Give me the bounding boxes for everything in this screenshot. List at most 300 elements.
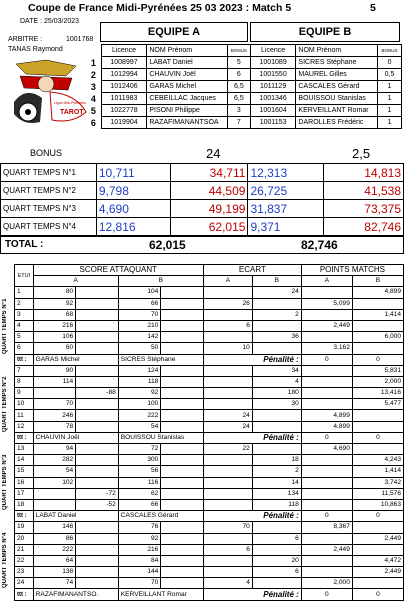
etui-number: 9 bbox=[15, 388, 34, 399]
points-a bbox=[301, 287, 352, 298]
points-a: 2,449 bbox=[301, 544, 352, 555]
etui-number: 23 bbox=[15, 567, 34, 578]
team-a-header: EQUIPE A bbox=[100, 22, 248, 42]
penalty-label: Pénalité : bbox=[203, 589, 301, 600]
etui-header: ETUI bbox=[15, 265, 34, 287]
match-body bbox=[15, 287, 404, 600]
points-b: 2,449 bbox=[352, 567, 403, 578]
total-a: 62,015 bbox=[149, 238, 186, 252]
penalty-a: 0 bbox=[301, 432, 352, 443]
match-row bbox=[15, 466, 404, 477]
score-b-pos: 210 bbox=[118, 320, 161, 331]
score-a-neg bbox=[76, 332, 119, 343]
points-b bbox=[352, 522, 403, 533]
points-b: 4,899 bbox=[352, 287, 403, 298]
ecart-a bbox=[203, 533, 252, 544]
etui-number: 20 bbox=[15, 533, 34, 544]
ecart-b: 6 bbox=[252, 567, 301, 578]
points-a-header: A bbox=[301, 276, 352, 287]
ecart-b bbox=[252, 298, 301, 309]
score-b-header: B bbox=[118, 276, 203, 287]
match-row bbox=[15, 455, 404, 466]
penalty-b: 0 bbox=[352, 511, 403, 522]
etui-number: 19 bbox=[15, 522, 34, 533]
etui-number: 3 bbox=[15, 309, 34, 320]
score-b-neg bbox=[161, 466, 204, 477]
score-b-neg bbox=[161, 499, 204, 510]
quart-temps-label: QUART TEMPS N°2 bbox=[1, 182, 97, 200]
ecart-a: 10 bbox=[203, 343, 252, 354]
footer-player-a: GARAS Michel bbox=[33, 354, 118, 365]
etui-number: 17 bbox=[15, 488, 34, 499]
etui-number: 18 bbox=[15, 499, 34, 510]
score-a-pos bbox=[33, 499, 76, 510]
bonus-a: 24 bbox=[206, 146, 221, 161]
nom-header-a: NOM Prénom bbox=[147, 45, 228, 57]
match-row bbox=[15, 522, 404, 533]
penalty-b: 0 bbox=[352, 432, 403, 443]
ecart-b bbox=[252, 343, 301, 354]
quart-b-score: 9,371 bbox=[248, 218, 324, 236]
score-a-pos: 78 bbox=[33, 421, 76, 432]
ecart-b: 2 bbox=[252, 466, 301, 477]
points-a bbox=[301, 488, 352, 499]
ecart-a: 6 bbox=[203, 320, 252, 331]
quart-temps-row bbox=[1, 164, 404, 182]
footer-lead: ttt : bbox=[15, 511, 34, 522]
roster-header-row bbox=[86, 45, 402, 57]
score-b-neg bbox=[161, 455, 204, 466]
score-a-neg bbox=[76, 567, 119, 578]
score-a-pos: 70 bbox=[33, 399, 76, 410]
points-a bbox=[301, 533, 352, 544]
roster-row bbox=[86, 105, 402, 117]
score-a-neg bbox=[76, 466, 119, 477]
quart-temps-side-label: QUART TEMPS N°4 bbox=[2, 532, 8, 588]
score-a-pos bbox=[33, 388, 76, 399]
match-row bbox=[15, 421, 404, 432]
quart-a-score: 12,816 bbox=[96, 218, 170, 236]
bonus-b: 2,5 bbox=[352, 146, 371, 161]
player-number: 4 bbox=[90, 93, 96, 104]
licence-a: 1022778 bbox=[101, 105, 147, 117]
quart-temps-label: QUART TEMPS N°3 bbox=[1, 200, 97, 218]
quart-temps-table bbox=[0, 163, 404, 236]
score-a-pos: 86 bbox=[33, 533, 76, 544]
quart-temps-body bbox=[1, 164, 404, 236]
score-b-pos: 72 bbox=[118, 444, 161, 455]
points-a bbox=[301, 388, 352, 399]
name-a: GARAS Michel bbox=[147, 81, 228, 93]
points-b: 4,472 bbox=[352, 555, 403, 566]
score-b-pos: 116 bbox=[118, 477, 161, 488]
score-b-pos: 54 bbox=[118, 421, 161, 432]
match-row bbox=[15, 388, 404, 399]
footer-lead: ttt : bbox=[15, 432, 34, 443]
match-row bbox=[15, 365, 404, 376]
score-b-neg bbox=[161, 343, 204, 354]
ecart-a: 24 bbox=[203, 410, 252, 421]
penalty-a: 0 bbox=[301, 511, 352, 522]
score-a-pos: 54 bbox=[33, 466, 76, 477]
bonus-a-value: 3 bbox=[227, 105, 250, 117]
score-b-pos: 104 bbox=[118, 287, 161, 298]
score-a-neg: -72 bbox=[76, 488, 119, 499]
total-label: TOTAL : bbox=[5, 239, 44, 250]
ecart-a: 4 bbox=[203, 578, 252, 589]
match-row bbox=[15, 410, 404, 421]
ecart-b bbox=[252, 410, 301, 421]
roster-row bbox=[86, 93, 402, 105]
match-row bbox=[15, 320, 404, 331]
match-row bbox=[15, 555, 404, 566]
quart-temps-row bbox=[1, 218, 404, 236]
score-a-pos: 68 bbox=[33, 309, 76, 320]
points-a bbox=[301, 309, 352, 320]
ecart-a bbox=[203, 309, 252, 320]
bonus-a-value: 5 bbox=[227, 57, 250, 69]
points-b: 13,416 bbox=[352, 388, 403, 399]
quart-a-cumul: 44,509 bbox=[170, 182, 248, 200]
ecart-a bbox=[203, 455, 252, 466]
player-number: 3 bbox=[90, 81, 96, 92]
quart-temps-row bbox=[1, 182, 404, 200]
match-row bbox=[15, 376, 404, 387]
points-b: 11,576 bbox=[352, 488, 403, 499]
roster-body bbox=[86, 57, 402, 129]
player-number: 1 bbox=[90, 57, 96, 68]
date-text: DATE : 25/03/2023 bbox=[20, 18, 80, 25]
match-row bbox=[15, 567, 404, 578]
ecart-a: 70 bbox=[203, 522, 252, 533]
match-number: 5 bbox=[370, 2, 376, 14]
score-a-pos: 94 bbox=[33, 444, 76, 455]
score-b-neg bbox=[161, 488, 204, 499]
roster-row bbox=[86, 117, 402, 129]
player-number: 5 bbox=[90, 105, 96, 116]
score-a-pos: 60 bbox=[33, 343, 76, 354]
footer-player-b: SICRES Stéphane bbox=[118, 354, 203, 365]
ecart-b bbox=[252, 421, 301, 432]
score-b-pos: 100 bbox=[118, 399, 161, 410]
ecart-a bbox=[203, 555, 252, 566]
licence-a: 1019904 bbox=[101, 117, 147, 129]
score-b-neg bbox=[161, 567, 204, 578]
points-b: 5,477 bbox=[352, 399, 403, 410]
quart-b-cumul: 82,746 bbox=[324, 218, 404, 236]
penalty-label: Pénalité : bbox=[203, 432, 301, 443]
footer-player-a: CHAUVIN Joël bbox=[33, 432, 118, 443]
etui-number: 4 bbox=[15, 320, 34, 331]
score-a-pos: 146 bbox=[33, 522, 76, 533]
footer-player-b: KERVEILLANT Romar bbox=[118, 589, 203, 600]
ecart-a: 6 bbox=[203, 544, 252, 555]
bonus-a-value: 7 bbox=[227, 117, 250, 129]
ecart-b: 180 bbox=[252, 388, 301, 399]
arbitre-label: ARBITRE : bbox=[8, 36, 43, 43]
match-row bbox=[15, 343, 404, 354]
ecart-b: 4 bbox=[252, 376, 301, 387]
points-b bbox=[352, 298, 403, 309]
ecart-a: 26 bbox=[203, 298, 252, 309]
score-b-pos: 216 bbox=[118, 544, 161, 555]
footer-lead: ttt : bbox=[15, 354, 34, 365]
roster-row bbox=[86, 81, 402, 93]
score-a-pos: 282 bbox=[33, 455, 76, 466]
score-a-pos: 114 bbox=[33, 376, 76, 387]
ecart-b bbox=[252, 444, 301, 455]
logo-subtext: Ligue Midi-Pyrénées bbox=[54, 101, 86, 105]
match-row bbox=[15, 477, 404, 488]
footer-player-a: LABAT Daniel bbox=[33, 511, 118, 522]
page-title bbox=[0, 0, 406, 16]
score-b-neg bbox=[161, 477, 204, 488]
ecart-a: 24 bbox=[203, 421, 252, 432]
match-footer-row bbox=[15, 354, 404, 365]
ecart-header: ECART bbox=[203, 265, 301, 276]
score-a-pos: 92 bbox=[33, 298, 76, 309]
points-b: 1,414 bbox=[352, 309, 403, 320]
match-footer-row bbox=[15, 432, 404, 443]
ecart-b: 118 bbox=[252, 499, 301, 510]
player-number: 2 bbox=[90, 69, 96, 80]
ecart-a bbox=[203, 477, 252, 488]
score-a-pos: 90 bbox=[33, 365, 76, 376]
penalty-label: Pénalité : bbox=[203, 354, 301, 365]
match-row bbox=[15, 332, 404, 343]
score-a-neg bbox=[76, 287, 119, 298]
ecart-b: 30 bbox=[252, 399, 301, 410]
score-b-pos: 144 bbox=[118, 567, 161, 578]
etui-number: 22 bbox=[15, 555, 34, 566]
quart-b-cumul: 41,538 bbox=[324, 182, 404, 200]
bonus-b-value: 1 bbox=[378, 81, 402, 93]
score-a-neg bbox=[76, 555, 119, 566]
score-b-neg bbox=[161, 544, 204, 555]
bonus-b-value: 0,5 bbox=[378, 69, 402, 81]
ecart-a bbox=[203, 365, 252, 376]
ecart-b: 6 bbox=[252, 533, 301, 544]
quart-temps-side-label: QUART TEMPS N°1 bbox=[2, 298, 8, 354]
match-row bbox=[15, 578, 404, 589]
score-a-neg bbox=[76, 298, 119, 309]
etui-number: 10 bbox=[15, 399, 34, 410]
score-b-pos: 76 bbox=[118, 522, 161, 533]
etui-number: 24 bbox=[15, 578, 34, 589]
ecart-b bbox=[252, 522, 301, 533]
quart-a-score: 4,690 bbox=[96, 200, 170, 218]
points-b: 5,831 bbox=[352, 365, 403, 376]
points-b: 6,000 bbox=[352, 332, 403, 343]
licence-a: 1012994 bbox=[101, 69, 147, 81]
etui-number: 11 bbox=[15, 410, 34, 421]
penalty-b: 0 bbox=[352, 354, 403, 365]
ecart-b: 36 bbox=[252, 332, 301, 343]
score-b-pos: 70 bbox=[118, 309, 161, 320]
points-a: 4,899 bbox=[301, 410, 352, 421]
ecart-a-header: A bbox=[203, 276, 252, 287]
score-a-neg bbox=[76, 533, 119, 544]
roster-spacer bbox=[86, 45, 101, 57]
name-a: CHAUVIN Joël bbox=[147, 69, 228, 81]
licence-a: 1011983 bbox=[101, 93, 147, 105]
points-a: 4,690 bbox=[301, 444, 352, 455]
total-row bbox=[0, 236, 404, 254]
etui-number: 15 bbox=[15, 466, 34, 477]
points-b bbox=[352, 421, 403, 432]
etui-number: 2 bbox=[15, 298, 34, 309]
name-b: BOUISSOU Stanislas bbox=[296, 93, 378, 105]
etui-number: 6 bbox=[15, 343, 34, 354]
score-a-pos: 222 bbox=[33, 544, 76, 555]
score-b-neg bbox=[161, 533, 204, 544]
ecart-a bbox=[203, 376, 252, 387]
points-b bbox=[352, 343, 403, 354]
ecart-a bbox=[203, 388, 252, 399]
ecart-b: 2 bbox=[252, 309, 301, 320]
penalty-a: 0 bbox=[301, 354, 352, 365]
quart-b-score: 31,837 bbox=[248, 200, 324, 218]
points-b bbox=[352, 444, 403, 455]
score-a-neg bbox=[76, 444, 119, 455]
score-a-neg: -52 bbox=[76, 499, 119, 510]
footer-lead: ttt : bbox=[15, 589, 34, 600]
licence-b: 1001153 bbox=[250, 117, 296, 129]
name-a: CEBEILLAC Jacques bbox=[147, 93, 228, 105]
bonus-b-value: 1 bbox=[378, 93, 402, 105]
licence-a: 1008997 bbox=[101, 57, 147, 69]
score-b-neg bbox=[161, 388, 204, 399]
points-a bbox=[301, 555, 352, 566]
ecart-b bbox=[252, 320, 301, 331]
ecart-b bbox=[252, 578, 301, 589]
name-b: KERVEILLANT Romar bbox=[296, 105, 378, 117]
team-b-header: EQUIPE B bbox=[250, 22, 400, 42]
licence-b: 1001346 bbox=[250, 93, 296, 105]
roster-table bbox=[86, 44, 402, 129]
points-a bbox=[301, 399, 352, 410]
ecart-a: 22 bbox=[203, 444, 252, 455]
quart-b-score: 12,313 bbox=[248, 164, 324, 182]
etui-number: 8 bbox=[15, 376, 34, 387]
ecart-b: 14 bbox=[252, 477, 301, 488]
score-a-pos bbox=[33, 488, 76, 499]
quart-b-cumul: 14,813 bbox=[324, 164, 404, 182]
score-a-neg bbox=[76, 365, 119, 376]
bonus-a-value: 6,5 bbox=[227, 81, 250, 93]
score-a-neg bbox=[76, 578, 119, 589]
match-table bbox=[14, 264, 404, 601]
bonus-b-value: 1 bbox=[378, 105, 402, 117]
score-a-neg bbox=[76, 544, 119, 555]
match-row bbox=[15, 298, 404, 309]
ecart-a bbox=[203, 499, 252, 510]
etui-number: 21 bbox=[15, 544, 34, 555]
score-b-neg bbox=[161, 332, 204, 343]
name-a: RAZAFIMANANTSOA bbox=[147, 117, 228, 129]
points-a: 3,162 bbox=[301, 343, 352, 354]
ecart-a bbox=[203, 287, 252, 298]
licence-header-b: Licence bbox=[250, 45, 296, 57]
bonus-header-a: BONUS bbox=[227, 45, 250, 57]
match-row bbox=[15, 444, 404, 455]
league-logo bbox=[6, 56, 94, 128]
etui-number: 16 bbox=[15, 477, 34, 488]
score-a-pos: 80 bbox=[33, 287, 76, 298]
points-a: 4,899 bbox=[301, 421, 352, 432]
penalty-a: 0 bbox=[301, 589, 352, 600]
ecart-b-header: B bbox=[252, 276, 301, 287]
licence-header-a: Licence bbox=[101, 45, 147, 57]
ecart-b: 134 bbox=[252, 488, 301, 499]
score-b-neg bbox=[161, 399, 204, 410]
footer-player-b: BOUISSOU Stanislas bbox=[118, 432, 203, 443]
score-b-pos: 50 bbox=[118, 343, 161, 354]
licence-b: 1001550 bbox=[250, 69, 296, 81]
licence-a: 1012406 bbox=[101, 81, 147, 93]
score-b-neg bbox=[161, 421, 204, 432]
points-b bbox=[352, 410, 403, 421]
etui-number: 12 bbox=[15, 421, 34, 432]
score-b-neg bbox=[161, 444, 204, 455]
match-header-row-1 bbox=[15, 265, 404, 276]
bonus-header-b: BONUS bbox=[378, 45, 402, 57]
match-row bbox=[15, 533, 404, 544]
quart-a-cumul: 62,015 bbox=[170, 218, 248, 236]
bonus-b-value: 0 bbox=[378, 57, 402, 69]
match-header-row-2 bbox=[15, 276, 404, 287]
score-a-pos: 106 bbox=[33, 332, 76, 343]
player-number: 6 bbox=[90, 117, 96, 128]
score-a-pos: 246 bbox=[33, 410, 76, 421]
score-a-neg bbox=[76, 309, 119, 320]
ecart-a bbox=[203, 567, 252, 578]
name-b: SICRES Stéphane bbox=[296, 57, 378, 69]
total-b: 82,746 bbox=[301, 238, 338, 252]
score-a-neg bbox=[76, 320, 119, 331]
score-b-neg bbox=[161, 320, 204, 331]
score-b-pos: 118 bbox=[118, 376, 161, 387]
points-header: POINTS MATCHS bbox=[301, 265, 403, 276]
points-a bbox=[301, 499, 352, 510]
score-a-pos: 216 bbox=[33, 320, 76, 331]
licence-b: 1011129 bbox=[250, 81, 296, 93]
nom-header-b: NOM Prénom bbox=[296, 45, 378, 57]
score-b-pos: 66 bbox=[118, 298, 161, 309]
score-b-neg bbox=[161, 522, 204, 533]
quart-temps-side-label: QUART TEMPS N°2 bbox=[2, 376, 8, 432]
score-b-neg bbox=[161, 287, 204, 298]
name-a: LABAT Daniel bbox=[147, 57, 228, 69]
score-a-neg bbox=[76, 522, 119, 533]
quart-b-score: 26,725 bbox=[248, 182, 324, 200]
ecart-b: 34 bbox=[252, 365, 301, 376]
ecart-a bbox=[203, 488, 252, 499]
ecart-b bbox=[252, 544, 301, 555]
quart-temps-row bbox=[1, 200, 404, 218]
points-b: 2,000 bbox=[352, 376, 403, 387]
match-footer-row bbox=[15, 511, 404, 522]
match-title: Coupe de France Midi-Pyrénées 25 03 2023 : Match 5 bbox=[28, 2, 292, 14]
ecart-a bbox=[203, 399, 252, 410]
score-b-neg bbox=[161, 298, 204, 309]
bonus-label: BONUS bbox=[30, 148, 63, 158]
score-b-pos: 300 bbox=[118, 455, 161, 466]
quart-a-cumul: 49,199 bbox=[170, 200, 248, 218]
points-a: 2,000 bbox=[301, 578, 352, 589]
bonus-b-value: 1 bbox=[378, 117, 402, 129]
score-a-pos: 102 bbox=[33, 477, 76, 488]
